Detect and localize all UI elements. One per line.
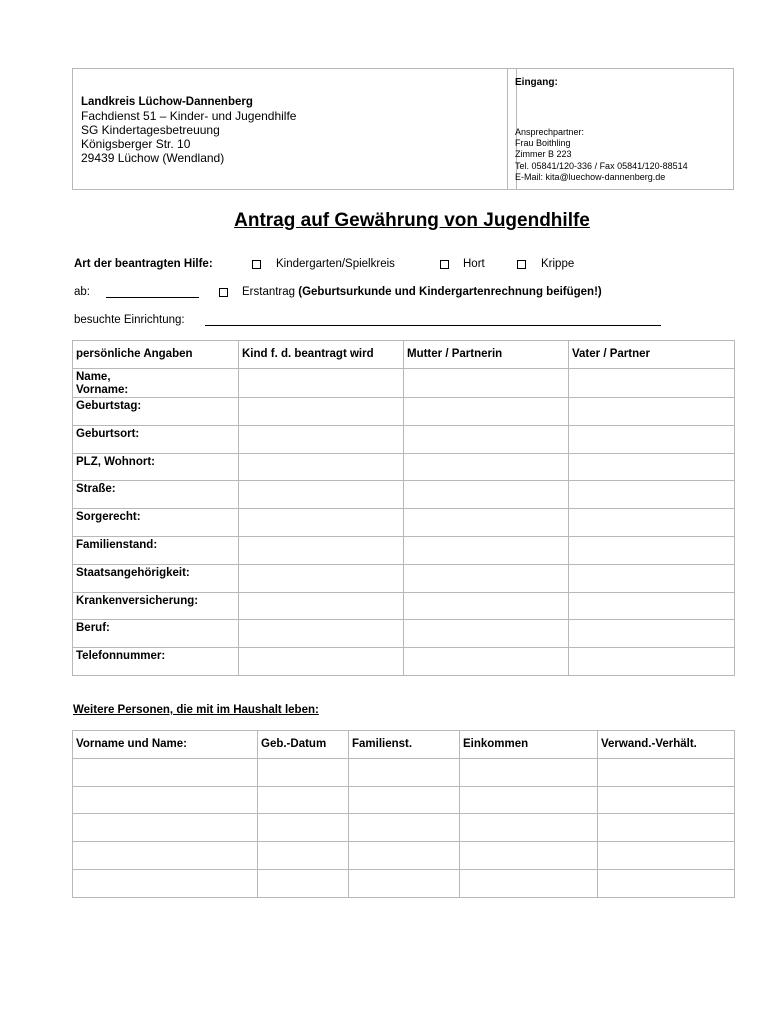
persons-row (73, 369, 735, 398)
contact-email: E-Mail: kita@luechow-dannenberg.de (515, 172, 666, 182)
entry-box (507, 68, 734, 190)
persons-cell-father[interactable] (569, 509, 735, 537)
persons-cell-father[interactable] (569, 369, 735, 398)
from-label: ab: (74, 286, 90, 298)
persons-cell-mother[interactable] (404, 369, 569, 398)
persons-cell-father[interactable] (569, 481, 735, 509)
household-cell[interactable] (258, 786, 349, 814)
household-cell[interactable] (460, 814, 598, 842)
header-child: Kind f. d. beantragt wird (239, 341, 404, 369)
persons-cell-child[interactable] (239, 536, 404, 564)
household-cell[interactable] (73, 869, 258, 897)
household-cell[interactable] (598, 814, 735, 842)
persons-cell-mother[interactable] (404, 592, 569, 620)
option-krippe: Krippe (541, 258, 575, 270)
persons-cell-child[interactable] (239, 398, 404, 426)
persons-row-label: Name, Vorname: (73, 369, 239, 398)
persons-row-label: Geburtsort: (73, 425, 239, 453)
checkbox-kindergarten[interactable] (252, 260, 261, 269)
contact-phone: Tel. 05841/120-336 / Fax 05841/120-88514 (515, 161, 688, 171)
option-kindergarten: Kindergarten/Spielkreis (276, 258, 395, 270)
institution-label: besuchte Einrichtung: (74, 314, 185, 326)
dept-name: Fachdienst 51 – Kinder- und Jugendhilfe (81, 109, 297, 123)
persons-cell-child[interactable] (239, 509, 404, 537)
org-name: Landkreis Lüchow-Dannenberg (81, 96, 253, 108)
street: Königsberger Str. 10 (81, 137, 191, 151)
household-cell[interactable] (258, 814, 349, 842)
persons-row-label: PLZ, Wohnort: (73, 453, 239, 481)
household-cell[interactable] (460, 869, 598, 897)
persons-cell-father[interactable] (569, 592, 735, 620)
household-cell[interactable] (598, 869, 735, 897)
persons-cell-mother[interactable] (404, 481, 569, 509)
persons-row-label: Straße: (73, 481, 239, 509)
form-title: Antrag auf Gewährung von Jugendhilfe (234, 210, 590, 231)
persons-cell-father[interactable] (569, 620, 735, 648)
persons-row-label: Sorgerecht: (73, 509, 239, 537)
household-cell[interactable] (598, 786, 735, 814)
persons-row-label: Beruf: (73, 620, 239, 648)
persons-row (73, 564, 735, 592)
persons-cell-child[interactable] (239, 592, 404, 620)
persons-row-label: Telefonnummer: (73, 648, 239, 676)
household-table-body (73, 758, 735, 897)
persons-cell-child[interactable] (239, 648, 404, 676)
header-mother: Mutter / Partnerin (404, 341, 569, 369)
persons-cell-mother[interactable] (404, 620, 569, 648)
persons-cell-mother[interactable] (404, 509, 569, 537)
persons-row (73, 509, 735, 537)
household-cell[interactable] (349, 786, 460, 814)
household-table-header (73, 731, 735, 759)
address-box (72, 68, 517, 190)
contact-room: Zimmer B 223 (515, 149, 572, 159)
persons-cell-mother[interactable] (404, 398, 569, 426)
household-cell[interactable] (349, 814, 460, 842)
persons-row (73, 453, 735, 481)
household-row (73, 758, 735, 786)
household-cell[interactable] (258, 758, 349, 786)
household-table (72, 730, 735, 898)
persons-cell-child[interactable] (239, 453, 404, 481)
header-marital: Familienst. (349, 731, 460, 759)
persons-row (73, 620, 735, 648)
household-cell[interactable] (73, 758, 258, 786)
header-personal-details: persönliche Angaben (73, 341, 239, 369)
city: 29439 Lüchow (Wendland) (81, 151, 225, 165)
persons-row (73, 398, 735, 426)
persons-row (73, 425, 735, 453)
persons-cell-child[interactable] (239, 425, 404, 453)
header-name: Vorname und Name: (73, 731, 258, 759)
unit-name: SG Kindertagesbetreuung (81, 123, 220, 137)
contact-name: Frau Boithling (515, 138, 571, 148)
contact-label: Ansprechpartner: (515, 127, 585, 137)
persons-cell-father[interactable] (569, 453, 735, 481)
checkbox-first-request[interactable] (219, 288, 228, 297)
persons-cell-mother[interactable] (404, 648, 569, 676)
checkbox-hort[interactable] (440, 260, 449, 269)
persons-table-header (73, 341, 735, 369)
household-cell[interactable] (460, 786, 598, 814)
household-cell[interactable] (258, 842, 349, 870)
persons-row-label: Krankenversicherung: (73, 592, 239, 620)
household-cell[interactable] (598, 758, 735, 786)
first-request-label (242, 286, 602, 298)
persons-cell-child[interactable] (239, 481, 404, 509)
persons-cell-father[interactable] (569, 536, 735, 564)
persons-row (73, 481, 735, 509)
from-date-field[interactable] (106, 297, 199, 298)
persons-cell-father[interactable] (569, 398, 735, 426)
persons-cell-child[interactable] (239, 369, 404, 398)
persons-cell-father[interactable] (569, 648, 735, 676)
persons-cell-child[interactable] (239, 620, 404, 648)
household-row (73, 786, 735, 814)
persons-cell-mother[interactable] (404, 536, 569, 564)
household-title: Weitere Personen, die mit im Haushalt leben: (73, 704, 319, 716)
header-father: Vater / Partner (569, 341, 735, 369)
household-cell[interactable] (460, 842, 598, 870)
header-income: Einkommen (460, 731, 598, 759)
entry-label: Eingang: (515, 77, 558, 88)
persons-table (72, 340, 735, 676)
header-relation: Verwand.-Verhält. (598, 731, 735, 759)
checkbox-krippe[interactable] (517, 260, 526, 269)
household-cell[interactable] (73, 786, 258, 814)
household-cell[interactable] (73, 842, 258, 870)
institution-field[interactable] (205, 325, 661, 326)
household-cell[interactable] (258, 869, 349, 897)
persons-row (73, 536, 735, 564)
household-cell[interactable] (598, 842, 735, 870)
household-row (73, 842, 735, 870)
household-cell[interactable] (460, 758, 598, 786)
persons-table-body (73, 369, 735, 676)
persons-cell-father[interactable] (569, 425, 735, 453)
persons-row (73, 648, 735, 676)
household-cell[interactable] (349, 758, 460, 786)
household-cell[interactable] (349, 869, 460, 897)
option-hort: Hort (463, 258, 485, 270)
persons-cell-father[interactable] (569, 564, 735, 592)
household-cell[interactable] (73, 814, 258, 842)
persons-row (73, 592, 735, 620)
persons-row-label: Familienstand: (73, 536, 239, 564)
persons-cell-mother[interactable] (404, 425, 569, 453)
persons-cell-mother[interactable] (404, 564, 569, 592)
household-cell[interactable] (349, 842, 460, 870)
household-row (73, 814, 735, 842)
persons-row-label: Geburtstag: (73, 398, 239, 426)
persons-cell-mother[interactable] (404, 453, 569, 481)
aid-type-label: Art der beantragten Hilfe: (74, 258, 213, 270)
header-birthdate: Geb.-Datum (258, 731, 349, 759)
persons-cell-child[interactable] (239, 564, 404, 592)
first-request-note: (Geburtsurkunde und Kindergartenrechnung beifügen!) (298, 286, 602, 298)
persons-row-label: Staatsangehörigkeit: (73, 564, 239, 592)
first-request-text: Erstantrag (242, 286, 296, 298)
household-row (73, 869, 735, 897)
